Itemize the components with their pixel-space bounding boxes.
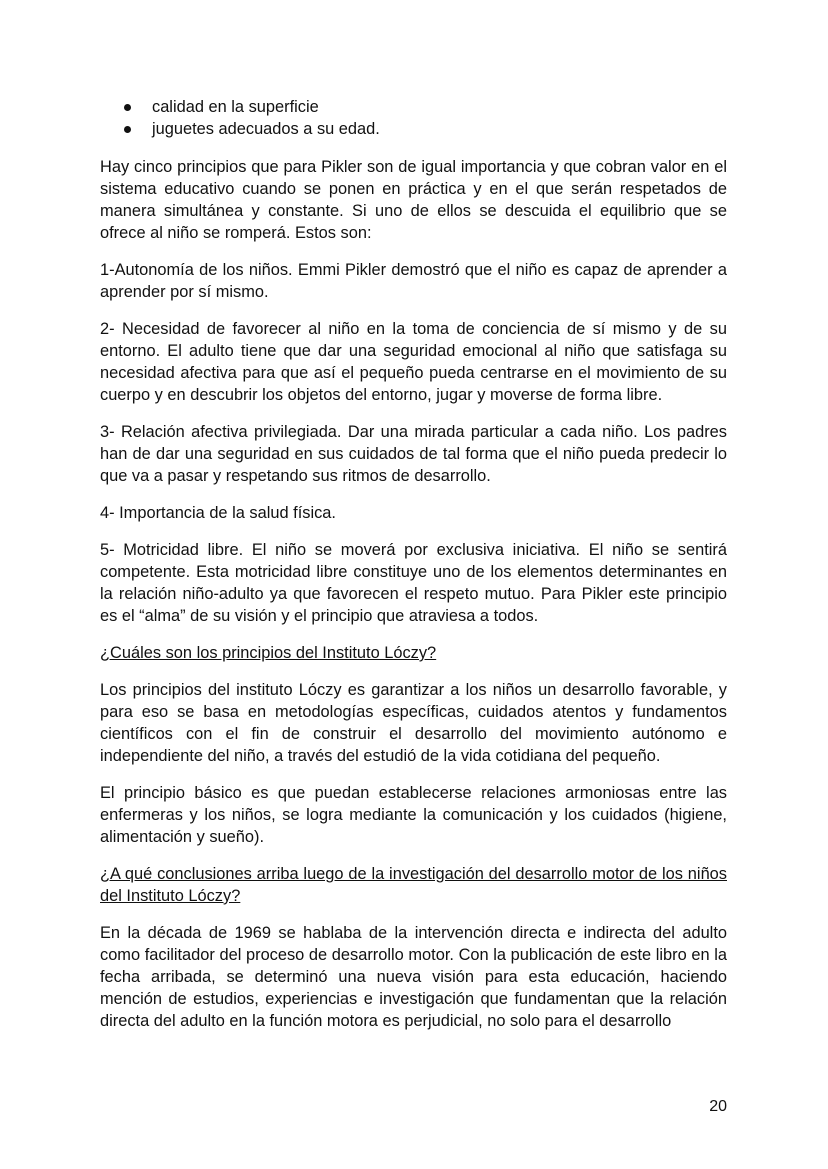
intro-paragraph: Hay cinco principios que para Pikler son de igual importancia y que cobran valor en el sistema educativo cuando se ponen en práctica y en el que serán respetados de manera simultánea y constante. Si uno de ellos se descuida el equilibrio que se ofrece al niño se romperá. Estos son: <box>100 158 727 242</box>
section-heading-loczy-principles: ¿Cuáles son los principios del Instituto Lóczy? <box>100 644 437 662</box>
page-number: 20 <box>709 1098 727 1115</box>
principle-4-paragraph: 4- Importancia de la salud física. <box>100 504 336 522</box>
section-heading-conclusions: ¿A qué conclusiones arriba luego de la investigación del desarrollo motor de los niños del Instituto Lóczy? <box>100 865 727 905</box>
list-item-text: calidad en la superficie <box>152 98 319 116</box>
principle-3-paragraph: 3- Relación afectiva privilegiada. Dar una mirada particular a cada niño. Los padres han de dar una seguridad en sus cuidados de tal forma que el niño pueda predecir lo que va a pasar y respetando sus ritmos de desarrollo. <box>100 423 727 485</box>
bullet-list <box>100 96 727 140</box>
list-item <box>100 96 727 118</box>
conclusion-paragraph: En la década de 1969 se hablaba de la intervención directa e indirecta del adulto como facilitador del proceso de desarrollo motor. Con la publicación de este libro en la fecha arribada, se determinó una nueva visión para esta educación, haciendo mención de estudios, experiencias e investigación que fundamentan que la relación directa del adulto en la función motora es perjudicial, no solo para el desarrollo <box>100 924 727 1030</box>
loczy-paragraph-2: El principio básico es que puedan establecerse relaciones armoniosas entre las enfermeras y los niños, se logra mediante la comunicación y los cuidados (higiene, alimentación y sueño). <box>100 784 727 846</box>
principle-1-paragraph: 1-Autonomía de los niños. Emmi Pikler demostró que el niño es capaz de aprender a aprender por sí mismo. <box>100 261 727 301</box>
list-item <box>100 118 727 140</box>
list-item-text: juguetes adecuados a su edad. <box>152 120 380 138</box>
bullet-icon <box>124 104 131 111</box>
principle-2-paragraph: 2- Necesidad de favorecer al niño en la toma de conciencia de sí mismo y de su entorno. El adulto tiene que dar una seguridad emocional al niño que satisfaga su necesidad afectiva para que así el pequeño pueda centrarse en el movimiento de su cuerpo y en descubrir los objetos del entorno, jugar y moverse de forma libre. <box>100 320 727 404</box>
principle-5-paragraph: 5- Motricidad libre. El niño se moverá por exclusiva iniciativa. El niño se sentirá competente. Esta motricidad libre constituye uno de los elementos determinantes en la relación niño-adulto ya que favorecen el respeto mutuo. Para Pikler este principio es el “alma” de su visión y el principio que atraviesa a todos. <box>100 541 727 625</box>
loczy-paragraph-1: Los principios del instituto Lóczy es garantizar a los niños un desarrollo favorable, y para eso se basa en metodologías específicas, cuidados atentos y fundamentos científicos con el fin de construir el desarrollo del movimiento autónomo e independiente del niño, a través del estudió de la vida cotidiana del pequeño. <box>100 681 727 765</box>
bullet-icon <box>124 126 131 133</box>
document-page <box>100 96 727 1047</box>
